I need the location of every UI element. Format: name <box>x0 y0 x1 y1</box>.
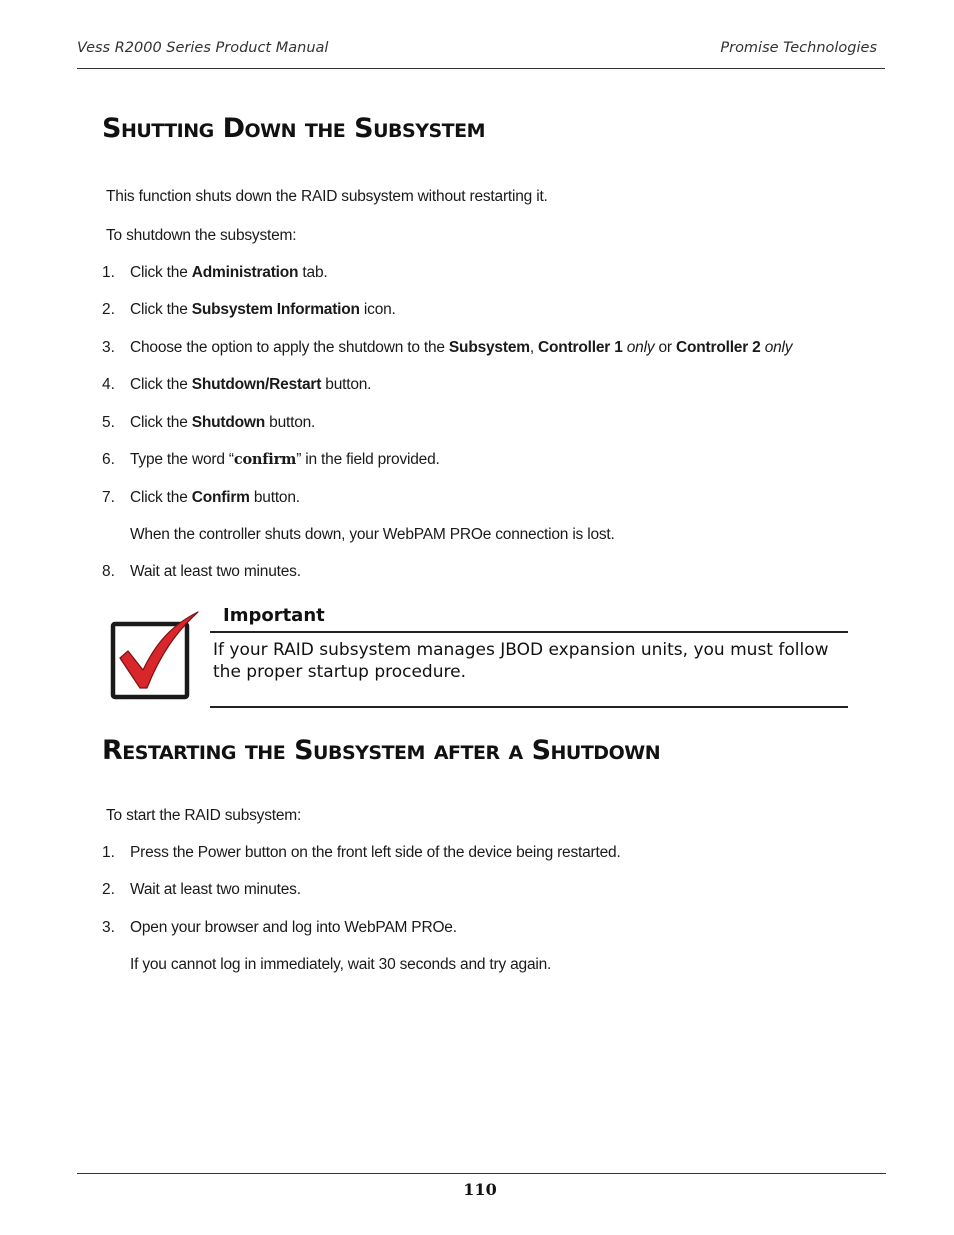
section-intro: This function shuts down the RAID subsystem without restarting it. <box>106 188 548 205</box>
step-6: Type the word “confirm” in the field provided. <box>130 451 440 468</box>
step-number: 2. <box>102 301 115 318</box>
restart-step-3: Open your browser and log into WebPAM PROe. <box>130 919 457 936</box>
step-3: Choose the option to apply the shutdown to the Subsystem, Controller 1 only or Controller 2 only <box>130 339 793 356</box>
step-number: 3. <box>102 339 115 356</box>
confirm-word: confirm <box>233 451 297 468</box>
step-8: Wait at least two minutes. <box>130 563 301 580</box>
checkmark-icon <box>110 610 202 702</box>
restart-step-2: Wait at least two minutes. <box>130 881 301 898</box>
procedure-lead: To shutdown the subsystem: <box>106 227 297 244</box>
step-number: 7. <box>102 489 115 506</box>
section-title-restarting: Restarting the Subsystem after a Shutdown <box>102 735 661 766</box>
step-7: Click the Confirm button. <box>130 489 300 506</box>
restart-step-3-note: If you cannot log in immediately, wait 30 seconds and try again. <box>130 956 552 973</box>
callout-body: If your RAID subsystem manages JBOD expansion units, you must follow the proper startup procedure. <box>213 640 829 682</box>
step-number: 1. <box>102 264 115 281</box>
running-header <box>77 38 885 69</box>
ui-term-confirm: Confirm <box>191 489 250 506</box>
restart-step-1: Press the Power button on the front left side of the device being restarted. <box>130 844 621 861</box>
page-number: 110 <box>463 1180 497 1199</box>
callout-title: Important <box>223 605 325 626</box>
ui-term-subsystem-information: Subsystem Information <box>191 301 360 318</box>
step-7-note: When the controller shuts down, your WebPAM PROe connection is lost. <box>130 526 615 543</box>
callout-bottom-rule <box>210 706 848 708</box>
step-number: 1. <box>102 844 115 861</box>
step-number: 5. <box>102 414 115 431</box>
step-2: Click the Subsystem Information icon. <box>130 301 396 318</box>
ui-term-administration: Administration <box>191 264 299 281</box>
procedure-lead: To start the RAID subsystem: <box>106 807 302 824</box>
step-1: Click the Administration tab. <box>130 264 328 281</box>
step-4: Click the Shutdown/Restart button. <box>130 376 372 393</box>
step-number: 4. <box>102 376 115 393</box>
step-number: 3. <box>102 919 115 936</box>
step-5: Click the Shutdown button. <box>130 414 316 431</box>
step-number: 2. <box>102 881 115 898</box>
footer-rule <box>77 1173 886 1174</box>
step-number: 8. <box>102 563 115 580</box>
step-number: 6. <box>102 451 115 468</box>
company-name: Promise Technologies <box>720 40 877 56</box>
ui-term-shutdown-restart: Shutdown/Restart <box>191 376 322 393</box>
ui-term-shutdown: Shutdown <box>191 414 266 431</box>
manual-title: Vess R2000 Series Product Manual <box>77 40 329 56</box>
callout-top-rule <box>210 631 848 633</box>
section-title-shutting-down: Shutting Down the Subsystem <box>102 113 485 144</box>
